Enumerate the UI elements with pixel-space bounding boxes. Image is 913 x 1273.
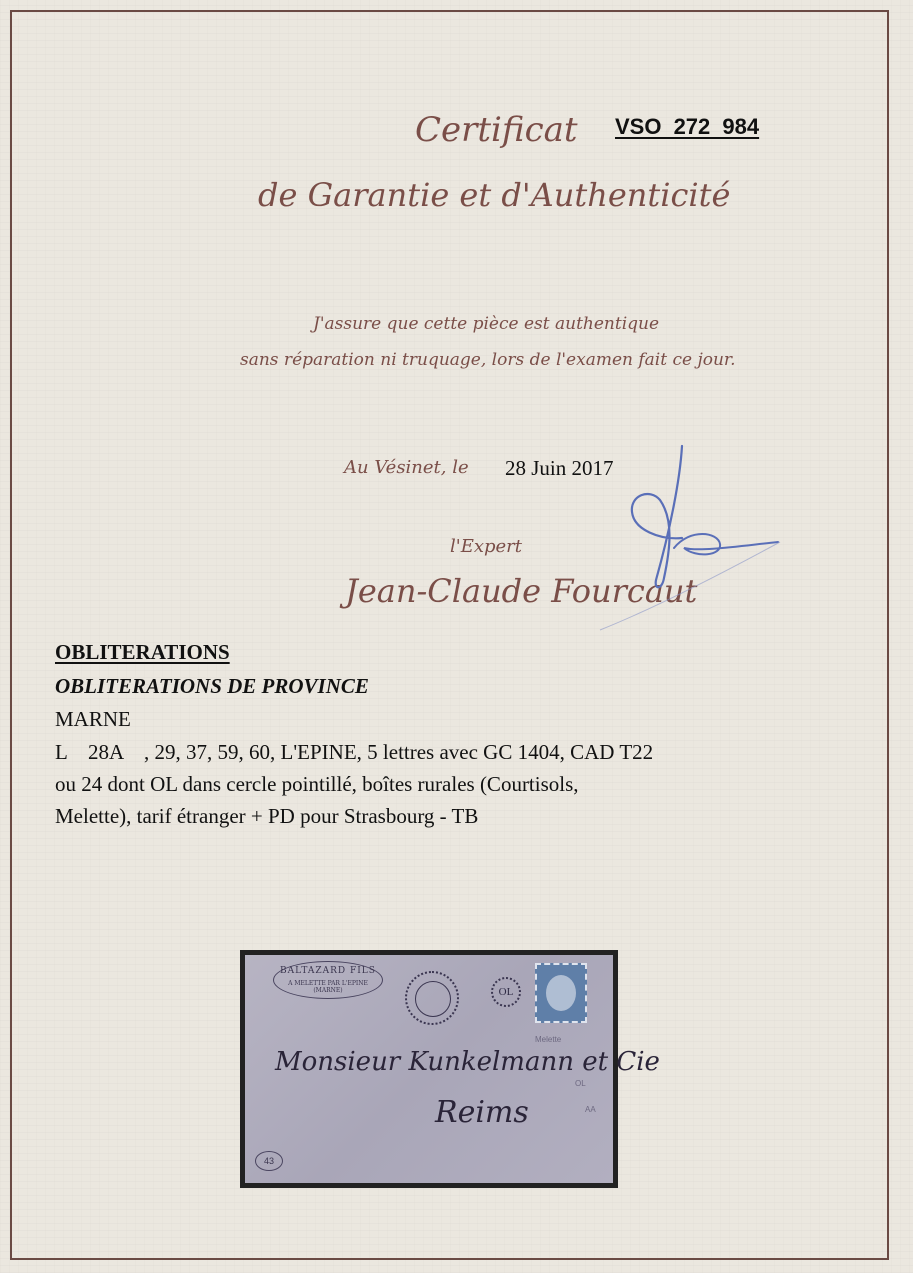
sender-cachet bbox=[273, 961, 383, 999]
expert-name: Jean-Claude Fourcaut bbox=[345, 572, 698, 610]
expert-label: l'Expert bbox=[450, 536, 523, 557]
pencil-note-aa: AA bbox=[585, 1105, 596, 1114]
section-heading: OBLITERATIONS bbox=[55, 640, 230, 664]
postage-stamp bbox=[535, 963, 587, 1023]
handwritten-signature bbox=[590, 440, 790, 640]
section-subheading: OBLITERATIONS DE PROVINCE bbox=[55, 674, 369, 698]
address-line-2: Reims bbox=[435, 1095, 529, 1130]
ol-cancellation-mark: OL bbox=[491, 977, 521, 1007]
reference-number: VSO 272 984 bbox=[615, 114, 760, 139]
cover-photo-frame bbox=[240, 950, 660, 1188]
cachet-location: A MELETTE PAR L'EPINE (MARNE) bbox=[288, 980, 368, 994]
certificate-date: 28 Juin 2017 bbox=[505, 456, 614, 480]
description-line-2: ou 24 dont OL dans cercle pointillé, boîtes rurales (Courtisols, bbox=[55, 772, 579, 796]
cachet-name: BALTAZARD FILS bbox=[280, 966, 376, 976]
address-line-1: Monsieur Kunkelmann et Cie bbox=[275, 1047, 660, 1077]
pencil-note-ol: OL bbox=[575, 1079, 586, 1088]
assurance-line-1: J'assure que cette pièce est authentique bbox=[313, 314, 660, 334]
certificate-subtitle: de Garantie et d'Authenticité bbox=[258, 176, 731, 214]
department-label: MARNE bbox=[55, 707, 131, 731]
assurance-line-2: sans réparation ni truquage, lors de l'examen fait ce jour. bbox=[240, 350, 736, 370]
place-label: Au Vésinet, le bbox=[344, 457, 469, 478]
certificate-title: Certificat bbox=[415, 110, 578, 150]
cover-photo bbox=[245, 955, 660, 1183]
date-cancellation-stamp bbox=[405, 971, 459, 1025]
pencil-note-melette: Melette bbox=[535, 1035, 562, 1044]
description-line-1: L 28A , 29, 37, 59, 60, L'EPINE, 5 lettres avec GC 1404, CAD T22 bbox=[55, 740, 654, 764]
gc-mark: 43 bbox=[255, 1151, 283, 1171]
description-line-3: Melette), tarif étranger + PD pour Strasbourg - TB bbox=[55, 804, 479, 828]
